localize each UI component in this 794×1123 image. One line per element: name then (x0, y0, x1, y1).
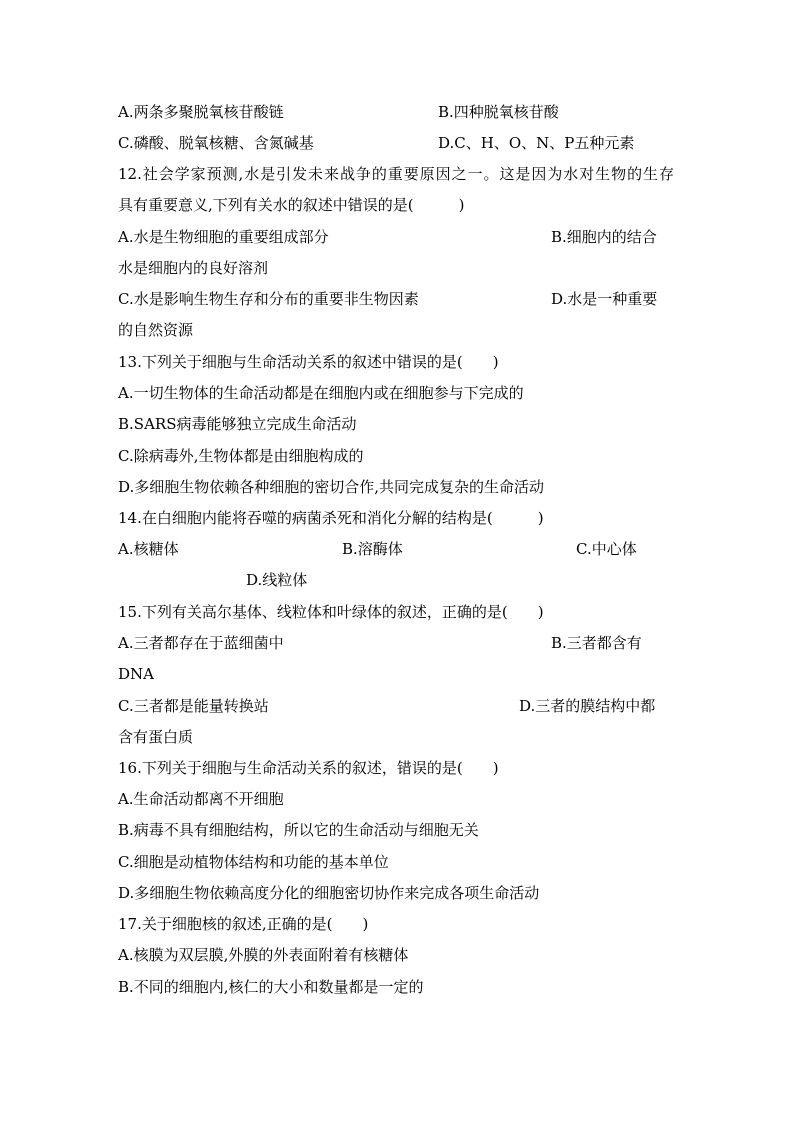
q14-option-c: C.中心体 (576, 540, 637, 558)
q15-option-c: C.三者都是能量转换站 (118, 697, 269, 715)
q13-option-b: B.SARS病毒能够独立完成生命活动 (118, 415, 357, 433)
q14-stem: 14.在白细胞内能将吞噬的病菌杀死和消化分解的结构是( ) (118, 509, 544, 527)
q11-option-b: B.四种脱氧核苷酸 (438, 103, 559, 121)
q16-option-c: C.细胞是动植物体结构和功能的基本单位 (118, 853, 389, 871)
q16-option-a: A.生命活动都离不开细胞 (118, 790, 284, 808)
q14-option-a: A.核糖体 (118, 540, 179, 558)
q17-option-a: A.核膜为双层膜,外膜的外表面附着有核糖体 (118, 946, 409, 964)
q11-option-d: D.C、H、O、N、P五种元素 (438, 134, 635, 152)
q13-option-c: C.除病毒外,生物体都是由细胞构成的 (118, 447, 364, 465)
q15-option-d-continued: 含有蛋白质 (118, 728, 194, 746)
q15-option-a: A.三者都存在于蓝细菌中 (118, 634, 284, 652)
q16-option-d: D.多细胞生物依赖高度分化的细胞密切协作来完成各项生命活动 (118, 884, 540, 902)
q13-option-a: A.一切生物体的生命活动都是在细胞内或在细胞参与下完成的 (118, 384, 524, 402)
q17-stem: 17.关于细胞核的叙述,正确的是( ) (118, 915, 369, 933)
q15-stem: 15.下列有关高尔基体、线粒体和叶绿体的叙述，正确的是( ) (118, 603, 544, 621)
q11-option-c: C.磷酸、脱氧核糖、含氮碱基 (118, 134, 314, 152)
q12-stem-line-2: 具有重要意义,下列有关水的叙述中错误的是( ) (118, 196, 465, 214)
q11-option-a: A.两条多聚脱氧核苷酸链 (118, 103, 284, 121)
q12-option-c: C.水是影响生物生存和分布的重要非生物因素 (118, 290, 419, 308)
q12-option-d-continued: 的自然资源 (118, 321, 194, 339)
q14-option-b: B.溶酶体 (342, 540, 403, 558)
q12-option-d: D.水是一种重要 (551, 290, 658, 308)
q15-option-b-continued: DNA (118, 665, 154, 683)
q15-option-d: D.三者的膜结构中都 (519, 697, 656, 715)
q17-option-b: B.不同的细胞内,核仁的大小和数量都是一定的 (118, 978, 424, 996)
q16-option-b: B.病毒不具有细胞结构，所以它的生命活动与细胞无关 (118, 821, 479, 839)
q16-stem: 16.下列关于细胞与生命活动关系的叙述，错误的是( ) (118, 759, 499, 777)
q13-stem: 13.下列关于细胞与生命活动关系的叙述中错误的是( ) (118, 353, 499, 371)
q12-stem-line-1: 12.社会学家预测,水是引发未来战争的重要原因之一。这是因为水对生物的生存 (118, 165, 674, 183)
q12-option-a: A.水是生物细胞的重要组成部分 (118, 228, 329, 246)
q15-option-b: B.三者都含有 (551, 634, 642, 652)
q12-option-b: B.细胞内的结合 (551, 228, 657, 246)
q13-option-d: D.多细胞生物依赖各种细胞的密切合作,共同完成复杂的生命活动 (118, 478, 545, 496)
q12-option-b-continued: 水是细胞内的良好溶剂 (118, 259, 269, 277)
q14-option-d: D.线粒体 (246, 571, 308, 589)
